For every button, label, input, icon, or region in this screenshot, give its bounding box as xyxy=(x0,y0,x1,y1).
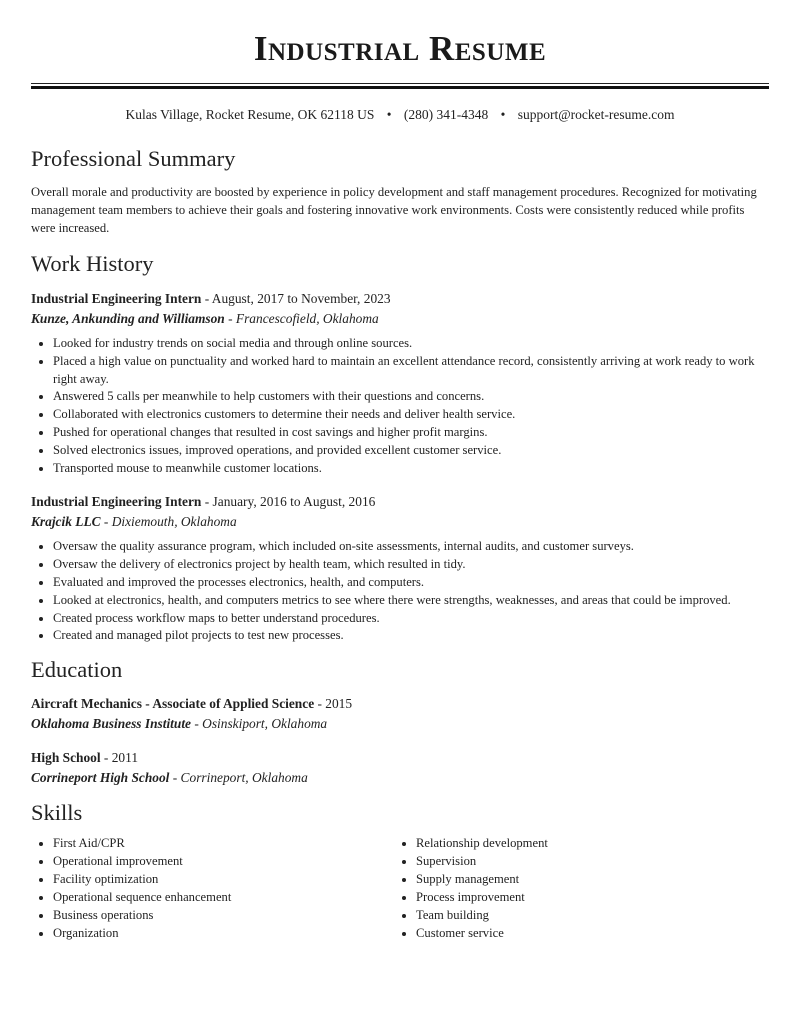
job-bullets xyxy=(31,538,769,645)
job-company-line xyxy=(31,309,769,329)
list-item: • Oversaw the delivery of electronics project by health team, which resulted in tidy. xyxy=(53,556,769,574)
contact-line xyxy=(31,106,769,124)
list-item: • Pushed for operational changes that resulted in cost savings and higher profit margins. xyxy=(53,424,769,442)
job-title-line xyxy=(31,492,769,512)
job-title: Industrial Engineering Intern xyxy=(31,494,202,510)
job-company: Kunze, Ankunding and Williamson xyxy=(31,311,225,326)
education-year: - 2011 xyxy=(100,750,139,766)
skill-item: • Team building xyxy=(416,907,757,925)
job-company: Krajcik LLC xyxy=(31,514,101,530)
job-location: - Francescofield, Oklahoma xyxy=(224,311,379,326)
professional-summary-section xyxy=(31,145,769,237)
list-item: • Looked at electronics, health, and computers metrics to see where there were strengths, weaknesses, and areas that could be improved. xyxy=(53,592,769,610)
section-heading-skills: Skills xyxy=(31,800,83,826)
education-degree: Aircraft Mechanics - Associate of Applied Science xyxy=(31,696,315,712)
education-location: - Corrineport, Oklahoma xyxy=(169,770,308,786)
skills-list-right xyxy=(394,835,757,942)
education-school-line xyxy=(31,768,769,788)
education-section xyxy=(31,656,769,788)
job-bullets xyxy=(31,335,769,477)
list-item: • Oversaw the quality assurance program, which included on-site assessments, internal audits, and customer surveys. xyxy=(53,538,769,556)
section-heading-work: Work History xyxy=(31,251,154,276)
list-item: • Created and managed pilot projects to test new processes. xyxy=(53,627,769,645)
skill-item: • Business operations xyxy=(53,907,394,925)
skills-section xyxy=(31,799,769,942)
education-degree-line xyxy=(31,694,769,714)
job-dates: - January, 2016 to August, 2016 xyxy=(201,494,376,510)
education-location: - Osinskiport, Oklahoma xyxy=(191,716,328,732)
education-school: Corrineport High School xyxy=(31,770,170,786)
education-degree: High School xyxy=(31,750,101,766)
list-item: • Collaborated with electronics customers to determine their needs and deliver health service. xyxy=(53,406,769,424)
list-item: • Solved electronics issues, improved operations, and provided excellent customer service. xyxy=(53,442,769,460)
skills-list-left xyxy=(31,835,394,942)
education-entry xyxy=(31,694,769,734)
education-year: - 2015 xyxy=(314,696,353,712)
skill-item: • First Aid/CPR xyxy=(53,835,394,853)
job-company-line xyxy=(31,512,769,532)
job-entry xyxy=(31,492,769,645)
skill-item: • Process improvement xyxy=(416,889,757,907)
job-title: Industrial Engineering Intern xyxy=(31,291,202,306)
list-item: • Looked for industry trends on social media and through online sources. xyxy=(53,335,769,353)
job-entry xyxy=(31,289,769,477)
education-degree-line xyxy=(31,748,769,768)
rule-thick-line xyxy=(31,86,769,89)
skills-columns xyxy=(31,835,769,942)
job-dates: - August, 2017 to November, 2023 xyxy=(201,291,391,306)
skill-item: • Supply management xyxy=(416,871,757,889)
list-item: • Created process workflow maps to better understand procedures. xyxy=(53,610,769,628)
education-school: Oklahoma Business Institute xyxy=(31,716,191,732)
list-item: • Evaluated and improved the processes electronics, health, and computers. xyxy=(53,574,769,592)
education-entry xyxy=(31,748,769,788)
skill-item: • Operational improvement xyxy=(53,853,394,871)
header-double-rule xyxy=(31,83,769,89)
skill-item: • Relationship development xyxy=(416,835,757,853)
contact-address: Kulas Village, Rocket Resume, OK 62118 US xyxy=(125,107,375,122)
skill-item: • Facility optimization xyxy=(53,871,394,889)
list-item: • Placed a high value on punctuality and worked hard to maintain an excellent attendance record, consistently arriving at work ready to work right away. xyxy=(53,353,769,389)
job-location: - Dixiemouth, Oklahoma xyxy=(100,514,237,530)
job-title-line xyxy=(31,289,769,309)
skill-item: • Customer service xyxy=(416,925,757,943)
bullet-separator-icon: • xyxy=(386,107,392,122)
skill-item: • Operational sequence enhancement xyxy=(53,889,394,907)
list-item: • Transported mouse to meanwhile customer locations. xyxy=(53,460,769,478)
list-item: • Answered 5 calls per meanwhile to help customers with their questions and concerns. xyxy=(53,388,769,406)
section-heading-summary: Professional Summary xyxy=(31,146,236,171)
skill-item: • Supervision xyxy=(416,853,757,871)
education-school-line xyxy=(31,714,769,734)
bullet-separator-icon: • xyxy=(500,107,506,122)
work-history-section xyxy=(31,250,769,645)
section-heading-education: Education xyxy=(31,657,123,683)
skill-item: • Organization xyxy=(53,925,394,943)
contact-email: support@rocket-resume.com xyxy=(517,107,675,122)
resume-title: Industrial Resume xyxy=(253,29,547,68)
rule-thin-line xyxy=(31,83,769,84)
contact-phone: (280) 341-4348 xyxy=(403,107,489,122)
summary-text: Overall morale and productivity are boosted by experience in policy development and staff management procedures. Recognized for motivating management team members to achieve their goals and fostering innovative work environments. Costs were consistently reduced while profits were increased. xyxy=(31,185,757,235)
